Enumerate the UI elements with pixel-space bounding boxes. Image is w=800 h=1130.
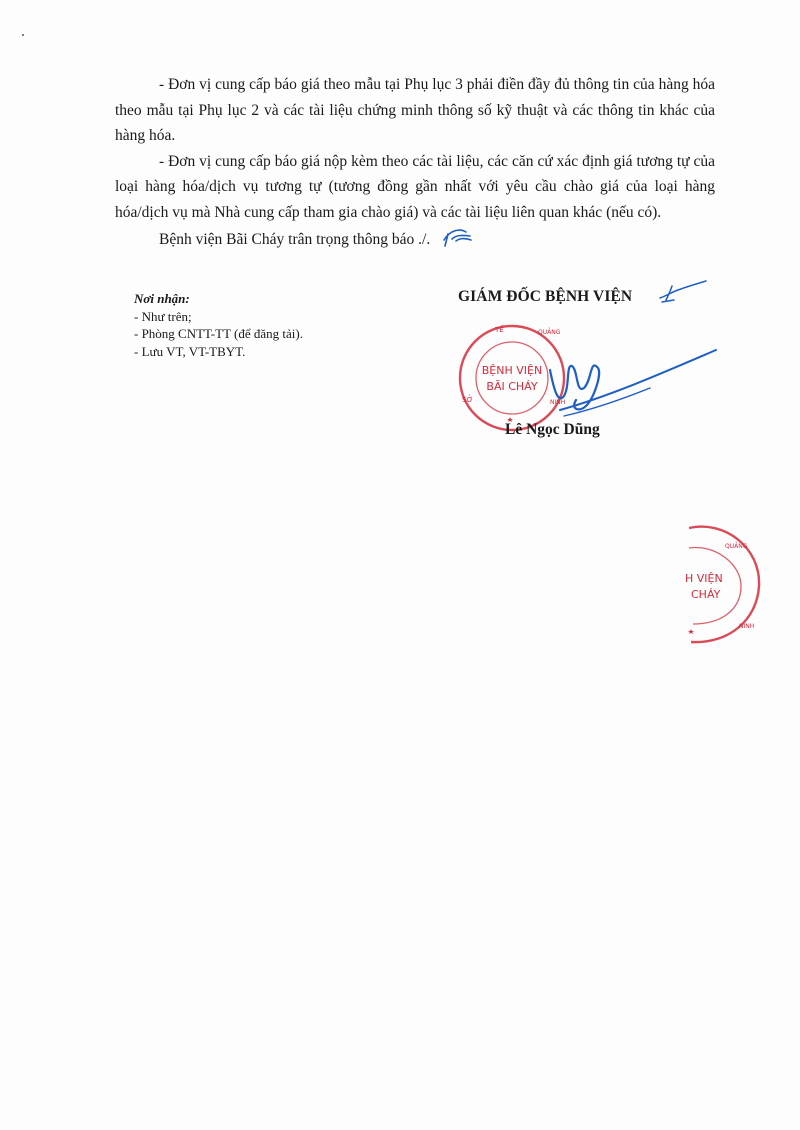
paragraph-attachments: - Đơn vị cung cấp báo giá nộp kèm theo các tài liệu, các căn cứ xác định giá tương tự của loại hàng hóa/dịch vụ tương tự (tương đồng gần nhất với yêu cầu chào giá của loại hàng hóa/dịch vụ mà Nhà cung cấp tham gia chào giá) và các tài liệu liên quan khác (nếu có). xyxy=(115,152,715,221)
signer-title: GIÁM ĐỐC BỆNH VIỆN xyxy=(458,288,633,305)
svg-text:NINH: NINH xyxy=(550,399,566,406)
seal-text-line: BỆNH VIỆN xyxy=(481,364,543,377)
scan-speck xyxy=(22,34,24,36)
recipient-item: - Phòng CNTT-TT (để đăng tải). xyxy=(134,326,303,341)
svg-text:NINH: NINH xyxy=(739,623,755,630)
recipient-item: - Như trên; xyxy=(134,308,192,324)
seal-text-line: BÃI CHÁY xyxy=(486,380,538,393)
recipients-heading: Nơi nhận: xyxy=(134,291,190,306)
recipients-block xyxy=(134,290,303,360)
svg-text:SỞ: SỞ xyxy=(462,396,473,404)
initial-mark-icon xyxy=(440,226,474,248)
closing-text: Bệnh viện Bãi Cháy trân trọng thông báo ./. xyxy=(159,230,431,248)
svg-text:QUẢNG: QUẢNG xyxy=(725,543,748,550)
director-signature-icon xyxy=(520,340,720,430)
signer-name: Lê Ngọc Dũng xyxy=(505,421,600,438)
signer-initial-icon xyxy=(656,278,708,304)
closing-line xyxy=(115,226,715,253)
svg-text:QUẢNG: QUẢNG xyxy=(538,329,561,336)
paragraph-quote-template: - Đơn vị cung cấp báo giá theo mẫu tại Phụ lục 3 phải điền đầy đủ thông tin của hàng hóa theo mẫu tại Phụ lục 2 và các tài liệu chứng minh thông số kỹ thuật và các thông tin khác của hàng hóa. xyxy=(115,76,715,145)
document-body xyxy=(115,72,715,252)
page-edge-seal-icon xyxy=(655,520,765,650)
recipients-list xyxy=(134,308,303,361)
svg-text:TẾ: TẾ xyxy=(495,326,504,334)
seal-text-line: CHÁY xyxy=(691,588,721,601)
seal-text-line: H VIỆN xyxy=(685,572,723,585)
recipient-item: - Lưu VT, VT-TBYT. xyxy=(134,343,246,359)
